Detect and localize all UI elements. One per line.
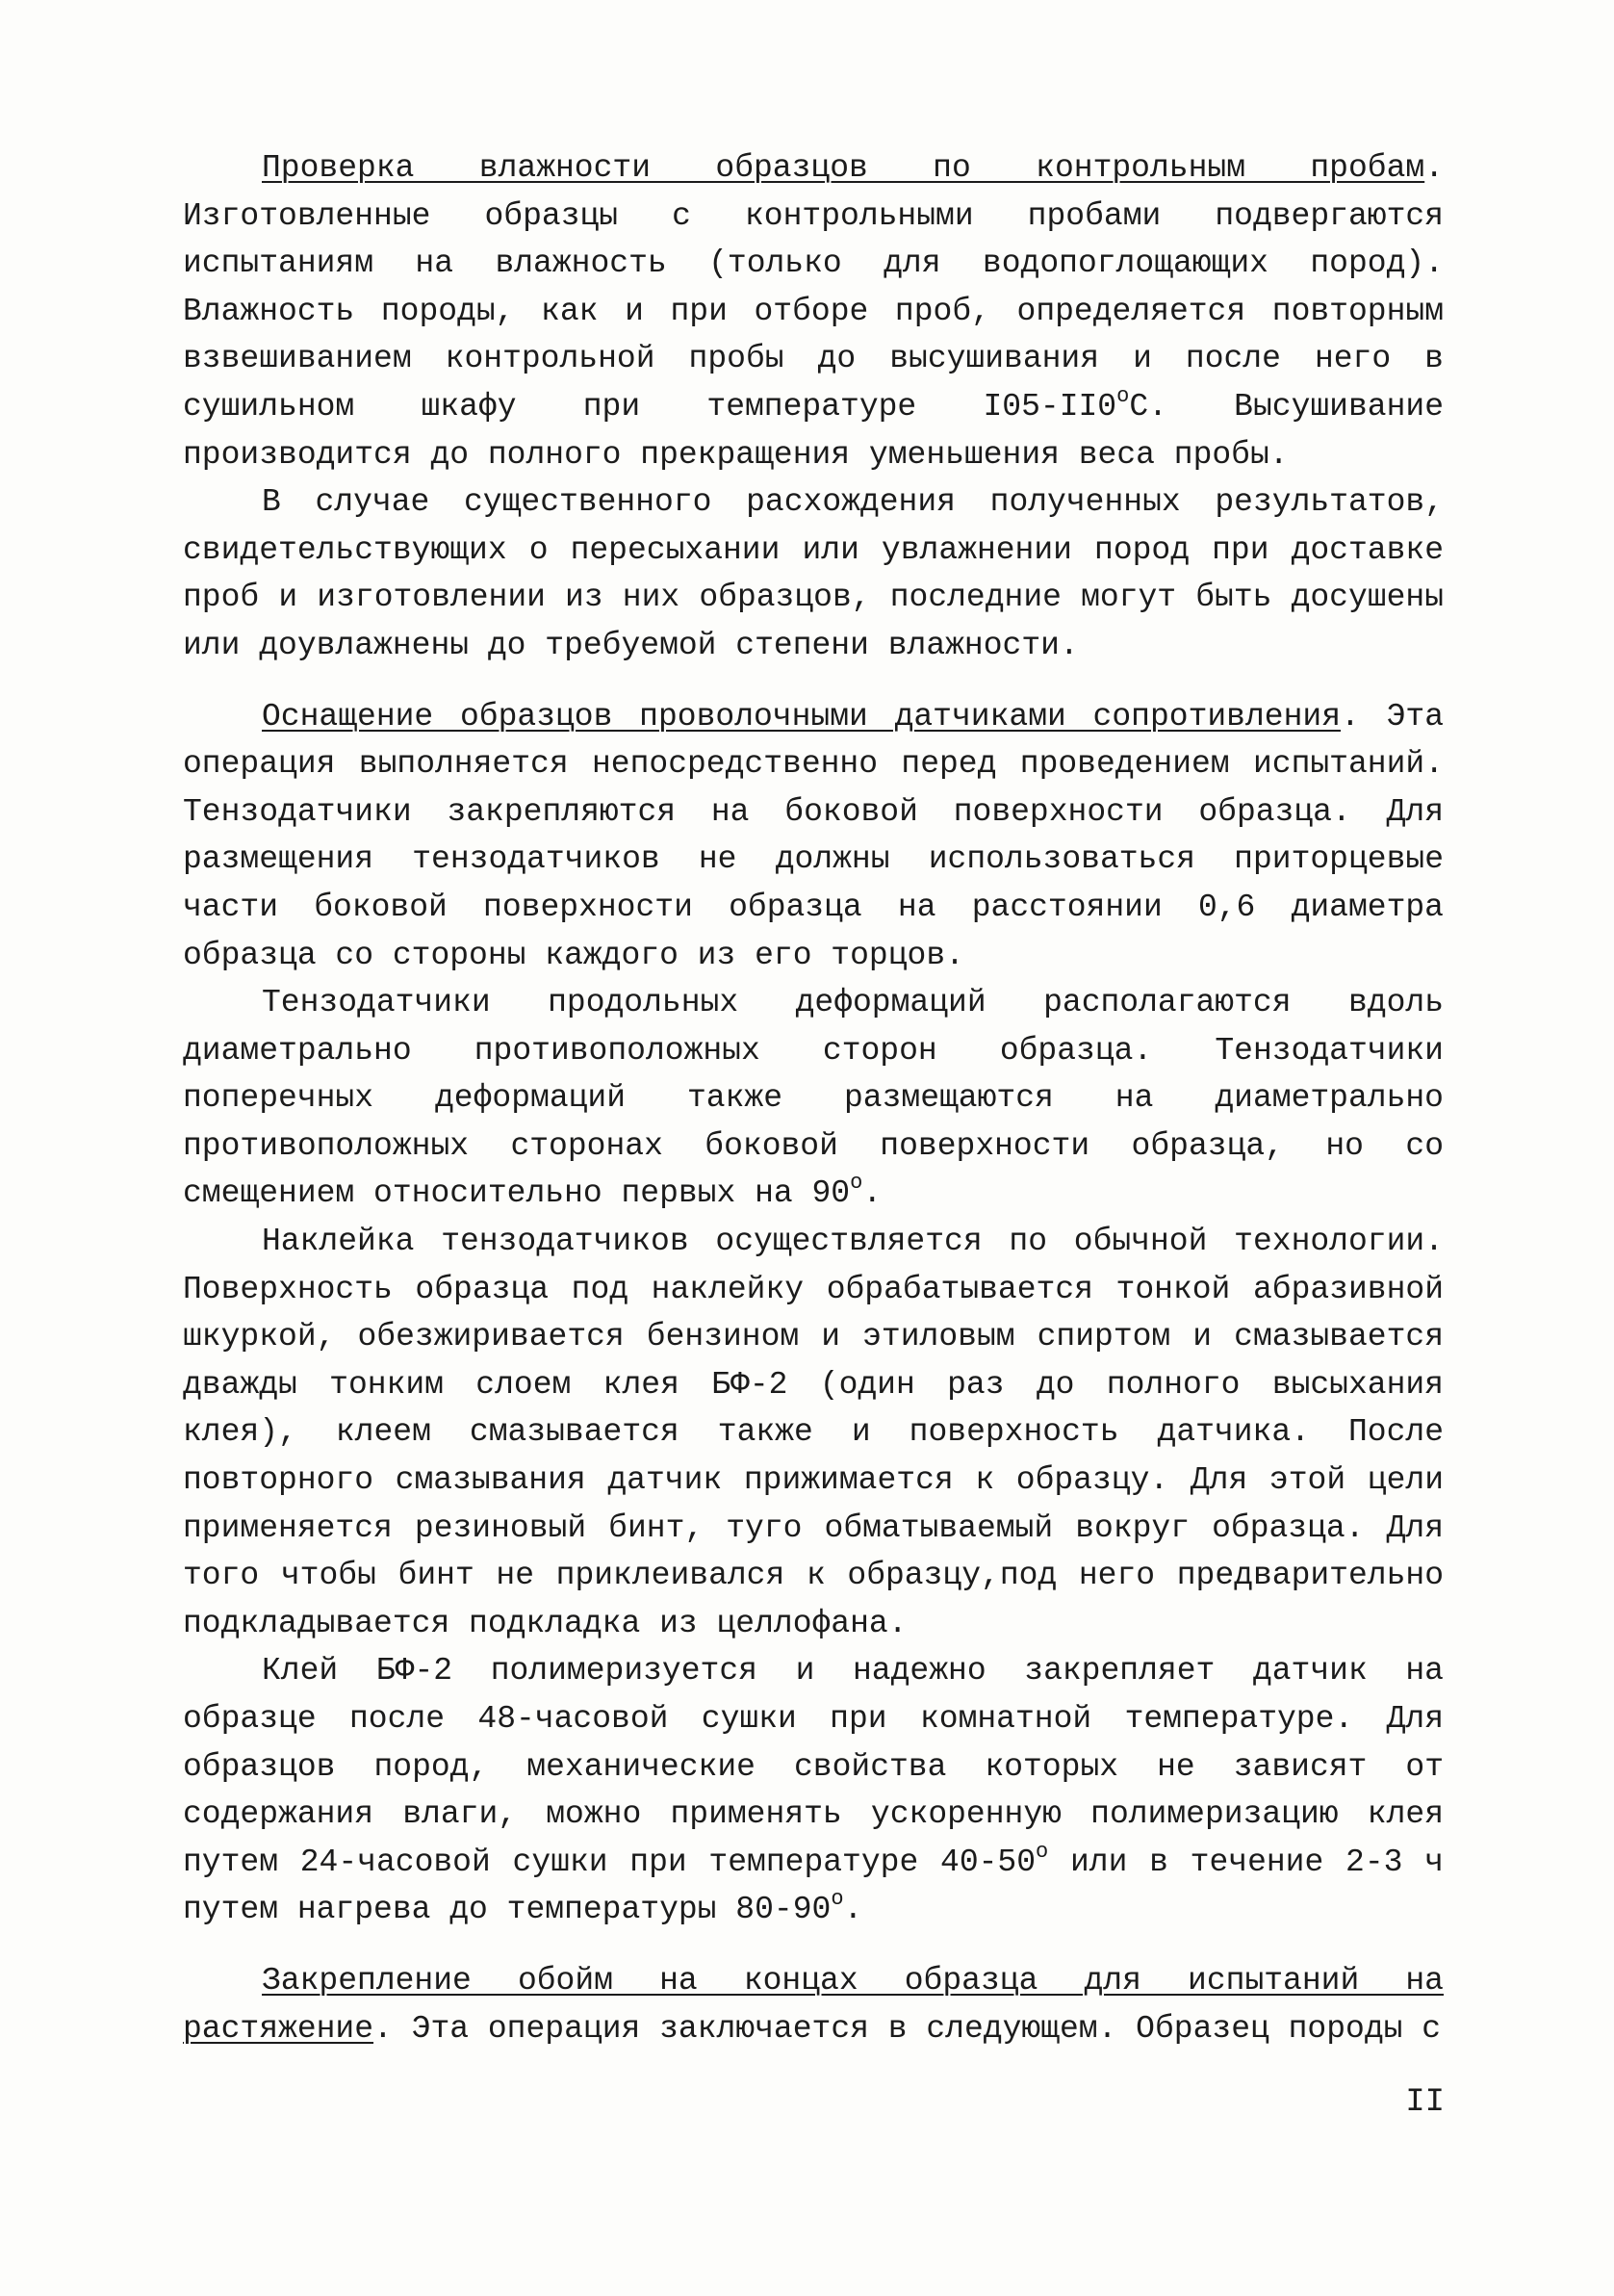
paragraph-text: Клей БФ-2 полимеризуется и надежно закрепляет датчик на образце после 48-часовой сушки при комнатной температуре. Для образцов пород, механические свойства которых не зависят от содержания влаги, можно применять ускоренную полимеризацию клея путем 24-часовой сушки при температуре 40-50 [183,1653,1444,1880]
body-text [183,144,1444,2052]
section-heading-sensors: Оснащение образцов проволочными датчиками сопротивления [262,698,1342,735]
degree-sign: o [1036,1839,1049,1864]
paragraph-text: Наклейка тензодатчиков осуществляется по обычной технологии. Поверхность образца под наклейку обрабатывается тонкой абразивной шкуркой, обезжиривается бензином и этиловым спиртом и смазывается дважды тонким слоем клея БФ-2 (один раз до полного высыхания клея), клеем смазывается также и поверхность датчика. После повторного смазывания датчик прижимается к образцу. Для этой цели применяется резиновый бинт, туго обматываемый вокруг образца. Для того чтобы бинт не приклеивался к образцу,под него предварительно подкладывается подкладка из целлофана. [183,1224,1444,1641]
paragraph-text: С. Высушивание производится до полного прекращения уменьшения веса пробы. [183,388,1445,473]
paragraph-discrepancy [183,478,1444,669]
degree-sign: o [1116,383,1130,408]
paragraph-gluing [183,1218,1444,1647]
paragraph-text: или в течение 2-3 ч путем нагрева до температуры 80-90 [183,1844,1444,1928]
paragraph-strain-gauges [183,979,1444,1218]
paragraph-text: . [843,1892,863,1928]
heading-period: . [1341,698,1360,735]
paragraph-polymerization [183,1647,1444,1934]
section-heading-moisture: Проверка влажности образцов по контрольным пробам [262,150,1425,186]
paragraph-moisture-check [183,144,1444,478]
paragraph-sensors [183,693,1444,980]
heading-period: . [1424,150,1444,186]
paragraph-text: В случае существенного расхождения полученных результатов, свидетельствующих о пересыхании или увлажнении пород при доставке проб и изготовлении из них образцов, последние могут быть досушены или доувлажнены до требуемой степени влажности. [183,484,1444,663]
paragraph-text: Изготовленные образцы с контрольными пробами подвергаются испытаниям на влажность (только для водопоглощающих пород). Влажность породы, как и при отборе проб, определяется повторным взвешиванием контрольной пробы до высушивания и после него в сушильном шкафу при температуре I05-II0 [183,197,1444,425]
heading-period: . [373,2010,393,2047]
paragraph-clamps [183,1957,1444,2052]
paragraph-text: Эта операция заключается в следующем. Образец породы с [392,2010,1442,2047]
section-heading-clamps: Закрепление обойм на концах образца для испытаний на растяжение [183,1962,1444,2047]
paragraph-text: Эта операция выполняется непосредственно перед проведением испытаний. Тензодатчики закрепляются на боковой поверхности образца. Для размещения тензодатчиков не должны использоваться приторцевые части боковой поверхности образца на расстоянии 0,6 диаметра образца со стороны каждого из его торцов. [183,698,1444,973]
degree-sign: o [850,1171,863,1196]
paragraph-text: . [862,1175,883,1212]
page-number: II [1405,2084,1445,2121]
degree-sign: o [831,1887,844,1912]
paragraph-text: Тензодатчики продольных деформаций располагаются вдоль диаметрально противоположных сторон образца. Тензодатчики поперечных деформаций также размещаются на диаметрально противоположных сторонах боковой поверхности образца, но со смещением относительно первых на 90 [183,985,1444,1212]
